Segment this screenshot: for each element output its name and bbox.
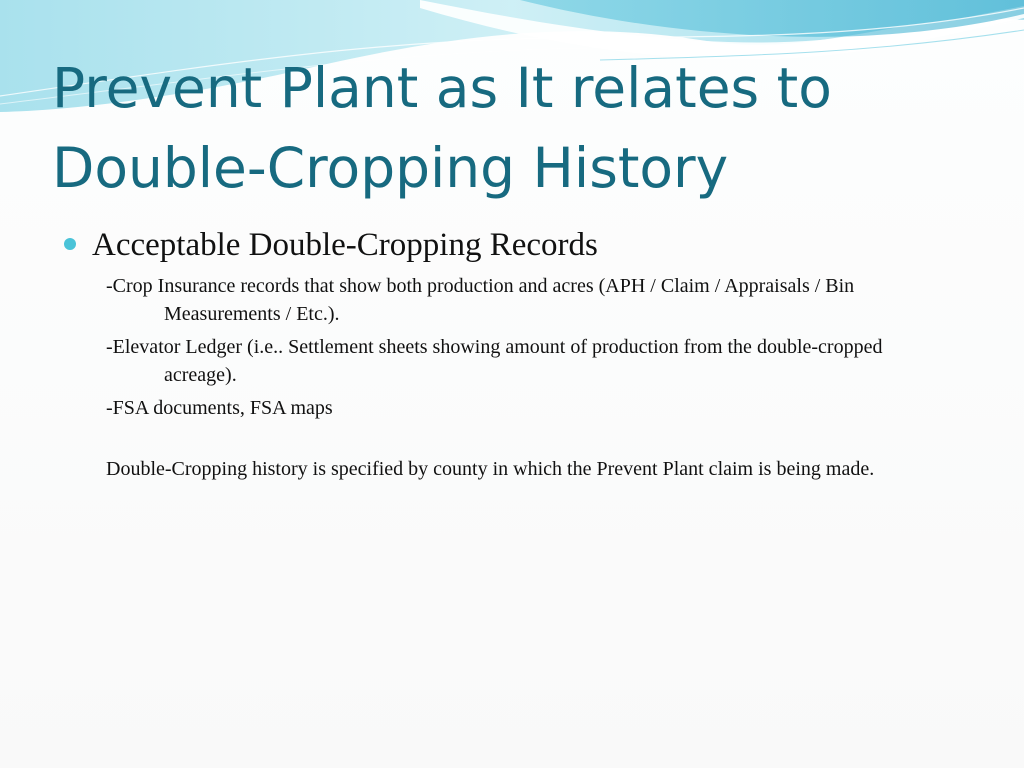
bullet-text: Acceptable Double-Cropping Records [92,227,598,263]
bullet-item [62,222,962,268]
slide-title [52,48,992,208]
county-note: Double-Cropping history is specified by county in which the Prevent Plant claim is being made. [106,458,875,480]
sub-item-crop-insurance: -Crop Insurance records that show both production and acres (APH / Claim / Appraisals / Bin Measurements / Etc.). [106,275,855,325]
sub-item-fsa-documents: -FSA documents, FSA maps [106,397,333,419]
title-line-2: Double-Cropping History [52,136,729,200]
title-line-1: Prevent Plant as It relates to [52,56,832,120]
slide-body [62,222,962,483]
sub-item-elevator-ledger: -Elevator Ledger (i.e.. Settlement sheets showing amount of production from the double-cropped acreage). [106,336,883,386]
bullet-dot-icon [64,238,76,250]
